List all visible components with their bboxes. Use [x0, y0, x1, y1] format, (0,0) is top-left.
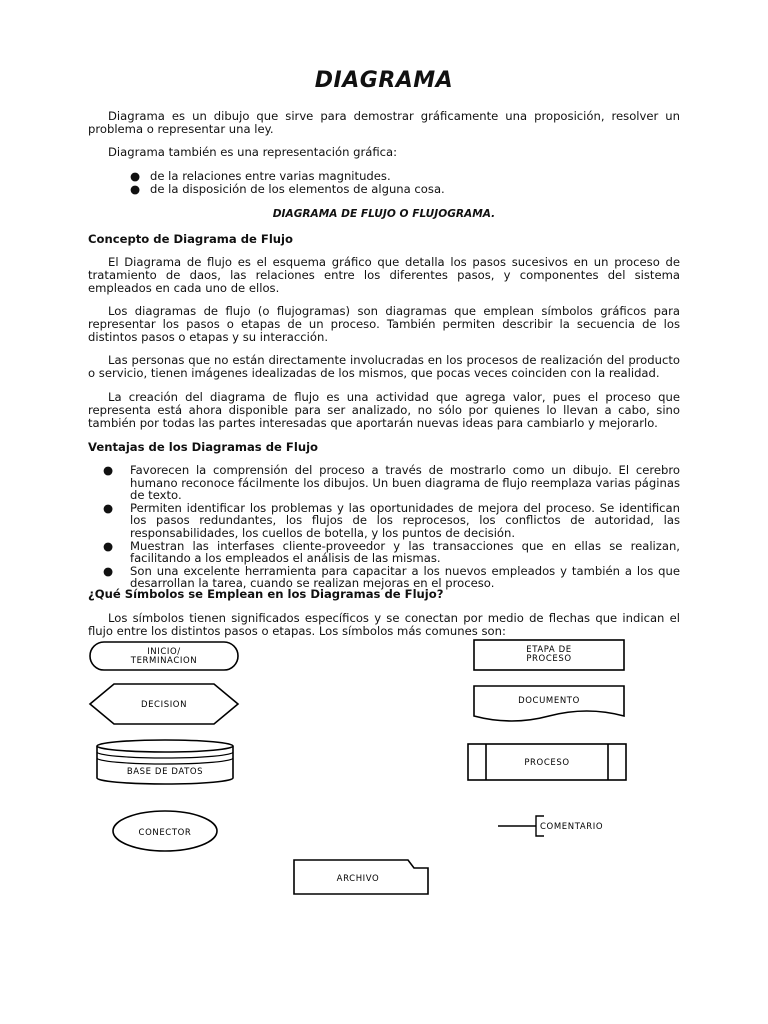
- bullet-icon: ●: [103, 538, 114, 553]
- concepto-heading: Concepto de Diagrama de Flujo: [88, 232, 293, 246]
- list-item-text: Permiten identificar los problemas y las oportunidades de mejora del proceso. Se identifican los pasos redundantes, los flujos de los reprocesos, los conflictos de autoridad, las responsabilidades, los cuellos de botella, y los puntos de decisión.: [130, 500, 680, 540]
- section-subtitle: DIAGRAMA DE FLUJO O FLUJOGRAMA.: [272, 208, 496, 220]
- concepto-paragraph-3: Las personas que no están directamente involucradas en los procesos de realización del producto o servicio, tienen imágenes idealizadas de los mismos, que pocas veces coinciden con la realidad.: [88, 353, 680, 380]
- proceso-label: PROCESO: [524, 758, 570, 768]
- page-title: DIAGRAMA: [314, 68, 454, 93]
- list-item-text: Son una excelente herramienta para capacitar a los nuevos empleados y también a los que desarrollan la tarea, cuando se realizan mejoras en el proceso.: [130, 563, 680, 591]
- base-datos-label: BASE DE DATOS: [126, 767, 204, 777]
- decision-symbol: [88, 682, 240, 726]
- etapa-label-line2: PROCESO: [526, 654, 572, 664]
- list-item: [103, 540, 680, 565]
- documento-symbol: [472, 684, 628, 724]
- bullet-icon: ●: [130, 182, 141, 196]
- archivo-label: ARCHIVO: [336, 874, 380, 884]
- bullet-icon: ●: [103, 463, 114, 477]
- list-item: [103, 464, 680, 502]
- intro-paragraph-1: Diagrama es un dibujo que sirve para demostrar gráficamente una proposición, resolver un problema o representar una ley.: [88, 109, 680, 136]
- base-datos-symbol: [94, 738, 236, 786]
- intro-bullet-text: de la relaciones entre varias magnitudes.: [150, 169, 391, 183]
- archivo-symbol: [292, 856, 432, 896]
- proceso-symbol: [466, 742, 628, 782]
- list-item: [103, 502, 680, 540]
- intro-bullet-text: de la disposición de los elementos de alguna cosa.: [150, 182, 445, 196]
- documento-label: DOCUMENTO: [518, 696, 580, 706]
- ventajas-list: [103, 464, 680, 590]
- concepto-paragraph-1: El Diagrama de flujo es el esquema gráfico que detalla los pasos sucesivos en un proceso de tratamiento de daos, las relaciones entre los diferentes pasos, y componentes del sistema empleados en cada uno de ellos.: [88, 255, 680, 295]
- simbolos-heading: ¿Qué Símbolos se Emplean en los Diagramas de Flujo?: [88, 587, 444, 601]
- etapa-proceso-symbol: [472, 638, 628, 672]
- simbolos-paragraph: Los símbolos tienen significados específicos y se conectan por medio de flechas que indican el flujo entre los distintos pasos o etapas. Los símbolos más comunes son:: [88, 611, 680, 638]
- comentario-label: COMENTARIO: [540, 822, 604, 832]
- list-item-text: Muestran las interfases cliente-proveedor y las transacciones que en ellas se realizan, facilitando a los empleados el análisis de las mismas.: [130, 538, 680, 566]
- list-item-text: Favorecen la comprensión del proceso a través de mostrarlo como un dibujo. El cerebro humano reconoce fácilmente los dibujos. Un buen diagrama de flujo reemplaza varias páginas de texto.: [130, 463, 680, 503]
- intro-paragraph-2: Diagrama también es una representación gráfica:: [108, 145, 398, 159]
- inicio-label-line2: TERMINACION: [130, 656, 198, 666]
- bullet-icon: ●: [103, 500, 114, 515]
- concepto-paragraph-2: Los diagramas de flujo (o flujogramas) son diagramas que emplean símbolos gráficos para representar los pasos o etapas de un proceso. También permiten describir la secuencia de los distintos pasos o etapas y su interacción.: [88, 304, 680, 344]
- bullet-icon: ●: [103, 563, 114, 578]
- conector-label: CONECTOR: [138, 828, 192, 838]
- inicio-label-line1: INICIO/: [147, 647, 181, 657]
- comentario-symbol: [496, 814, 656, 838]
- intro-bullet-2: [130, 182, 445, 196]
- decision-label: DECISION: [140, 700, 188, 710]
- ventajas-heading: Ventajas de los Diagramas de Flujo: [88, 440, 319, 454]
- inicio-terminacion-symbol: [88, 640, 240, 674]
- concepto-paragraph-4: La creación del diagrama de flujo es una actividad que agrega valor, pues el proceso que representa está ahora disponible para ser analizado, no sólo por quienes lo llevan a cabo, sino también por todas las partes interesadas que aportarán nuevas ideas para cambiarlo y mejorarlo.: [88, 390, 680, 430]
- bullet-icon: ●: [130, 169, 141, 183]
- etapa-label-line1: ETAPA DE: [526, 645, 572, 655]
- conector-symbol: [110, 808, 220, 854]
